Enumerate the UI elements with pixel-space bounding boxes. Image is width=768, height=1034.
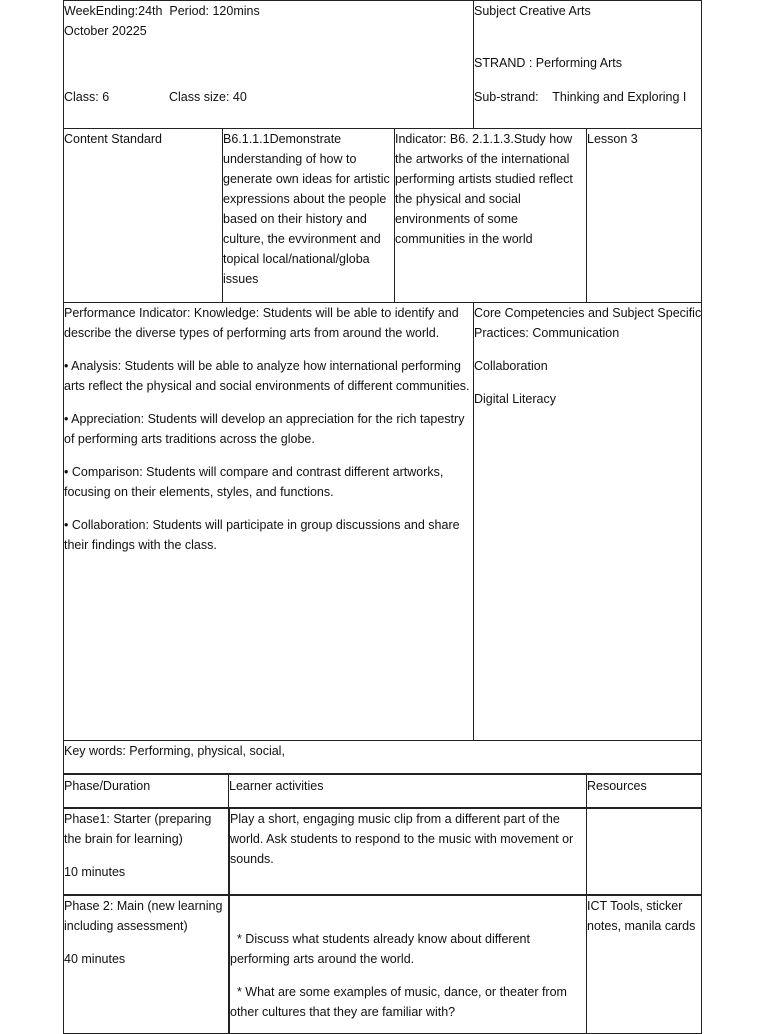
table-row-phase2-phase (63, 894, 229, 1034)
performance-paragraph: • Collaboration: Students will participate in group discussions and share their findings with the class. (64, 518, 460, 552)
phase-header-cell (63, 773, 229, 808)
phase2-activity: * Discuss what students already know about different performing arts around the world. (230, 932, 534, 966)
performance-indicator-cell (63, 302, 474, 741)
phase2-name: Phase 2: Main (new learning including assessment) (64, 899, 223, 933)
phase2-duration: 40 minutes (64, 952, 126, 966)
lesson-plan-sheet (63, 0, 702, 1024)
phase2-resources: ICT Tools, sticker notes, manila cards (587, 899, 696, 933)
core-item: Digital Literacy (474, 392, 556, 406)
performance-paragraphs (64, 303, 474, 555)
keywords-cell (63, 740, 702, 774)
table-row-phase1-phase (63, 807, 229, 895)
performance-paragraph: • Analysis: Students will be able to analyze how international performing arts reflect the physical and social environments of different communities. (64, 359, 470, 393)
content-standard-text: B6.1.1.1Demonstrate understanding of how to generate own ideas for artistic expressions about the people based on their history and culture, the evvironment and topical local/national/globa issues (223, 132, 390, 286)
header-left-cell (63, 0, 474, 129)
resources-header: Resources (587, 779, 647, 793)
performance-paragraph: • Comparison: Students will compare and contrast different artworks, focusing on their elements, styles, and functions. (64, 465, 444, 499)
sub-strand: Sub-strand: Thinking and Exploring I (474, 90, 687, 104)
content-standard-text-cell (222, 128, 395, 303)
header-right-cell (473, 0, 702, 129)
performance-paragraph: • Appreciation: Students will develop an appreciation for the rich tapestry of performing arts traditions across the globe. (64, 412, 465, 446)
core-item: Collaboration (474, 359, 548, 373)
activities-header: Learner activities (229, 779, 324, 793)
phase1-activity: Play a short, engaging music clip from a different part of the world. Ask students to respond to the music with movement or sounds. (230, 812, 574, 866)
content-standard-label-cell (63, 128, 223, 303)
phase2-activities (230, 929, 587, 1022)
class-label: Class: 6 (64, 90, 110, 104)
content-standard-label: Content Standard (64, 132, 162, 146)
performance-paragraph: Performance Indicator: Knowledge: Students will be able to identify and describe the diverse types of performing arts from around the world. (64, 306, 459, 340)
table-row-phase1-resources (586, 807, 702, 895)
week-ending-line1: WeekEnding:24th Period: 120mins (64, 4, 260, 18)
core-competencies-list (474, 303, 702, 409)
resources-header-cell (586, 773, 702, 808)
indicator-cell (394, 128, 587, 303)
activities-header-cell (228, 773, 587, 808)
strand: STRAND : Performing Arts (474, 56, 622, 70)
lesson-number: Lesson 3 (587, 132, 638, 146)
lesson-cell (586, 128, 702, 303)
phase1-name: Phase1: Starter (preparing the brain for learning) (64, 812, 212, 846)
table-row-phase2-activities (228, 894, 587, 1034)
core-competencies-cell (473, 302, 702, 741)
table-row-phase2-resources (586, 894, 702, 1034)
phase-header: Phase/Duration (64, 779, 151, 793)
table-row-phase1-activities (228, 807, 587, 895)
indicator-text: Indicator: B6. 2.1.1.3.Study how the artworks of the international performing artists studied reflect the physical and social environments of some communities in the world (395, 132, 573, 246)
keywords: Key words: Performing, physical, social, (64, 744, 285, 758)
phase2-activity: * What are some examples of music, dance, or theater from other cultures that they are familiar with? (230, 985, 571, 1019)
week-ending-line2: October 20225 (64, 24, 147, 38)
subject: Subject Creative Arts (474, 4, 591, 18)
core-competencies-title: Core Competencies and Subject Specific Practices: Communication (474, 306, 702, 340)
class-size: Class size: 40 (169, 90, 247, 104)
phase1-duration: 10 minutes (64, 865, 126, 879)
